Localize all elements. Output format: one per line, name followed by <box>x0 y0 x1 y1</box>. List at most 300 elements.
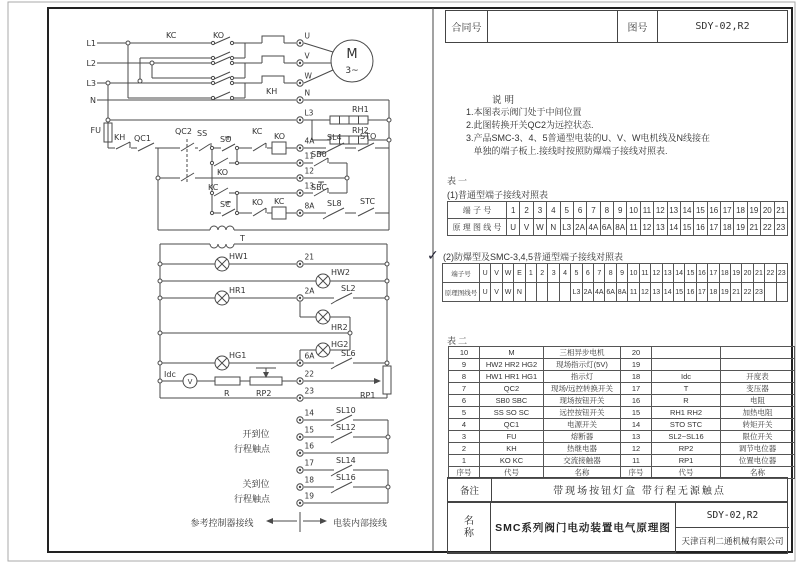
schematic-label: KO <box>213 31 225 40</box>
component-cell: 代号 <box>652 467 721 479</box>
svg-text:23: 23 <box>304 386 315 396</box>
component-cell: 20 <box>621 347 652 359</box>
terminal-no-cell: 17 <box>708 264 719 283</box>
terminal-18 <box>297 476 314 491</box>
schematic-label: SBC <box>311 183 328 192</box>
terminal-no-cell: 18 <box>719 264 730 283</box>
wire-no-cell: 16 <box>694 219 707 236</box>
terminal-no-cell: 1 <box>525 264 536 283</box>
terminal-no-cell: 4 <box>559 264 570 283</box>
terminal-no-cell: 13 <box>662 264 673 283</box>
terminal-no-cell: W <box>502 264 513 283</box>
svg-text:18: 18 <box>304 475 315 485</box>
wire-no-cell: 22 <box>742 283 753 302</box>
component-cell: SL2~SL16 <box>652 431 721 443</box>
schematic-label: KH <box>114 133 126 142</box>
component-cell: KO KC <box>480 455 544 467</box>
row-header-cell: 原理图线号 <box>443 283 480 302</box>
schematic-label: KC <box>208 183 219 192</box>
component-cell: KH <box>480 443 544 455</box>
terminal-16 <box>297 442 314 457</box>
schematic-label: R <box>224 389 230 398</box>
table3-label: 表二 <box>447 336 470 346</box>
drawing-no-label: 图号 <box>618 11 658 42</box>
wire-no-cell: W <box>533 219 546 236</box>
component-cell: 交流接触器 <box>544 455 621 467</box>
component-cell: 现场指示灯(5V) <box>544 359 621 371</box>
wire-no-cell: 16 <box>685 283 696 302</box>
component-cell: 19 <box>621 359 652 371</box>
component-cell <box>652 359 721 371</box>
schematic-label: SL14 <box>336 456 356 465</box>
terminal-no-cell: 11 <box>639 264 650 283</box>
component-cell: 变压器 <box>721 383 795 395</box>
wire-no-cell: V <box>491 283 502 302</box>
wire-no-cell: W <box>502 283 513 302</box>
schematic-label: Idc <box>164 370 176 379</box>
svg-text:W: W <box>304 71 312 81</box>
component-row <box>449 347 795 359</box>
terminal-no-cell: 9 <box>616 264 627 283</box>
svg-text:17: 17 <box>304 458 315 468</box>
svg-text:15: 15 <box>304 425 315 435</box>
wire-no-cell: 2A <box>582 283 593 302</box>
wire-no-cell: L3 <box>571 283 582 302</box>
schematic-label: SL6 <box>341 349 356 358</box>
terminal-no-cell: 14 <box>680 202 693 219</box>
wire-no-cell: 23 <box>753 283 764 302</box>
component-cell: 远控按钮开关 <box>544 407 621 419</box>
schematic-label: SS <box>197 129 208 138</box>
wire-no-cell: 2A <box>573 219 586 236</box>
schematic-label: 行程触点 <box>233 495 271 505</box>
wire-no-cell: 13 <box>654 219 667 236</box>
row-header-cell: 端 子 号 <box>448 202 507 219</box>
contactor-cross-wiring <box>128 43 245 98</box>
component-cell: 1 <box>449 455 480 467</box>
terminal-no-cell: 23 <box>776 264 787 283</box>
wire-no-cell: 14 <box>667 219 680 236</box>
contract-no-label: 合同号 <box>446 11 488 42</box>
schematic-label: HG2 <box>331 340 349 349</box>
schematic-label: KO <box>217 168 229 177</box>
terminal-no-cell: 21 <box>774 202 788 219</box>
motor-letter: M <box>346 47 358 62</box>
component-cell: 转矩开关 <box>721 419 795 431</box>
component-cell: 序号 <box>449 467 480 479</box>
component-cell: 限位开关 <box>721 431 795 443</box>
component-cell: 9 <box>449 359 480 371</box>
schematic-label: 开到位 <box>242 430 270 440</box>
terminal-no-cell: 11 <box>640 202 653 219</box>
terminal-no-cell: 2 <box>520 202 533 219</box>
component-cell: SB0 SBC <box>480 395 544 407</box>
component-list-table <box>448 346 795 479</box>
junction-circles <box>106 41 391 489</box>
component-cell: STO STC <box>652 419 721 431</box>
potentiometer-rp1-symbol <box>383 366 391 394</box>
component-cell: HW1 HR1 HG1 <box>480 371 544 383</box>
terminal-no-cell: 20 <box>761 202 774 219</box>
wire-no-cell: 4A <box>594 283 605 302</box>
component-cell: Idc <box>652 371 721 383</box>
terminal-no-cell: 19 <box>730 264 741 283</box>
component-cell: 电源开关 <box>544 419 621 431</box>
table1-subtitle: (1)普通型端子接线对照表 <box>447 190 549 200</box>
component-cell: 5 <box>449 407 480 419</box>
terminal-no-cell: 10 <box>627 202 640 219</box>
wire-no-cell: 13 <box>651 283 662 302</box>
component-cell: 4 <box>449 419 480 431</box>
component-cell: QC1 <box>480 419 544 431</box>
terminal-12 <box>297 167 314 182</box>
component-cell: 熔断器 <box>544 431 621 443</box>
svg-text:L3: L3 <box>304 108 314 118</box>
component-cell: 6 <box>449 395 480 407</box>
terminal-22 <box>297 370 314 385</box>
schematic-label: RH1 <box>352 105 369 114</box>
terminal-no-cell: 2 <box>537 264 548 283</box>
component-cell: 名称 <box>721 467 795 479</box>
remark-label: 备注 <box>448 478 492 501</box>
row-header-cell: 端子号 <box>443 264 480 283</box>
component-cell: 名称 <box>544 467 621 479</box>
schematic-label: HG1 <box>229 351 247 360</box>
schematic-label: T <box>240 234 245 243</box>
terminal-no-cell: 3 <box>533 202 546 219</box>
component-cell <box>721 347 795 359</box>
terminal-L3 <box>297 109 314 124</box>
terminal-no-cell: 5 <box>571 264 582 283</box>
wire-no-cell <box>548 283 559 302</box>
component-cell: 17 <box>621 383 652 395</box>
terminal-no-cell: 13 <box>667 202 680 219</box>
schematic-label: SB0 <box>311 150 327 159</box>
component-row <box>449 371 795 383</box>
wire-no-cell <box>559 283 570 302</box>
svg-text:21: 21 <box>304 252 315 262</box>
transformer-secondary-coil <box>210 244 234 248</box>
wire-no-cell: N <box>547 219 560 236</box>
wire-no-cell: N <box>514 283 525 302</box>
terminal-V <box>297 52 311 67</box>
schematic-label: RP2 <box>256 389 272 398</box>
component-cell: HW2 HR2 HG2 <box>480 359 544 371</box>
terminal-no-cell: 7 <box>587 202 600 219</box>
component-cell: 12 <box>621 443 652 455</box>
component-row <box>449 359 795 371</box>
schematic-label: KO <box>274 132 286 141</box>
schematic-label: SC <box>220 200 231 209</box>
component-row <box>449 407 795 419</box>
svg-text:N: N <box>304 88 311 98</box>
svg-text:16: 16 <box>304 441 315 451</box>
wire-no-cell: 22 <box>761 219 774 236</box>
terminal-no-cell: 3 <box>548 264 559 283</box>
terminal-17 <box>297 459 314 474</box>
terminal-no-cell: 4 <box>547 202 560 219</box>
terminal-no-cell: 5 <box>560 202 573 219</box>
schematic-label: L2 <box>86 59 96 68</box>
component-row <box>449 383 795 395</box>
terminal-no-cell: 8 <box>605 264 616 283</box>
wire-no-cell: 21 <box>730 283 741 302</box>
svg-text:V: V <box>304 51 310 61</box>
schematic-label: QC1 <box>134 134 151 143</box>
terminal-N <box>297 89 310 104</box>
wire-no-cell: 8A <box>614 219 627 236</box>
title-strip <box>445 10 788 43</box>
component-row <box>449 419 795 431</box>
title-block <box>447 502 788 554</box>
component-cell: 16 <box>621 395 652 407</box>
component-cell: M <box>480 347 544 359</box>
component-cell: 13 <box>621 431 652 443</box>
remark-text: 带现场按钮灯盒 带行程无源触点 <box>553 486 726 497</box>
component-cell: 代号 <box>480 467 544 479</box>
schematic-label: N <box>90 96 96 105</box>
svg-text:11: 11 <box>304 151 315 161</box>
schematic-label: SL16 <box>336 473 356 482</box>
wire-no-cell: 6A <box>605 283 616 302</box>
component-cell <box>652 347 721 359</box>
terminal-no-cell: 16 <box>696 264 707 283</box>
wire-no-cell <box>776 283 787 302</box>
schematic-label: KC <box>252 127 263 136</box>
wire-no-cell: L3 <box>560 219 573 236</box>
schematic-label: HW2 <box>331 268 351 277</box>
wire-no-cell: 19 <box>734 219 747 236</box>
transformer-primary-coil <box>210 226 234 230</box>
lamp-rows <box>158 230 389 398</box>
svg-text:8A: 8A <box>304 201 315 211</box>
terminal-4A <box>297 137 315 152</box>
component-row <box>449 431 795 443</box>
schematic-label: KH <box>266 87 278 96</box>
wire-no-cell: 6A <box>600 219 613 236</box>
component-cell: 现场/远控转换开关 <box>544 383 621 395</box>
component-cell: R <box>652 395 721 407</box>
wire-no-cell <box>525 283 536 302</box>
wire-no-cell: U <box>507 219 520 236</box>
terminal-table-exproof <box>442 263 788 302</box>
component-cell: 3 <box>449 431 480 443</box>
schematic-label: SL2 <box>341 284 356 293</box>
wire-no-cell: 23 <box>774 219 788 236</box>
component-row <box>449 455 795 467</box>
wire-no-cell: 12 <box>640 219 653 236</box>
schematic-label: RP1 <box>360 391 376 400</box>
component-cell: 调节电位器 <box>721 443 795 455</box>
schematic-label: L1 <box>86 39 96 48</box>
resistor-r-symbol <box>215 377 240 385</box>
schematic-label: 参考控制器接线 <box>190 519 254 529</box>
component-cell: QC2 <box>480 383 544 395</box>
checkmark: ✓ <box>427 247 439 263</box>
control-rows <box>158 148 389 230</box>
note-line: 1.本图表示阀门处于中间位置 <box>466 107 582 117</box>
schematic-label: KC <box>166 31 177 40</box>
terminal-no-cell: 1 <box>507 202 520 219</box>
component-cell: 8 <box>449 371 480 383</box>
schematic-labels <box>86 31 387 529</box>
svg-text:13: 13 <box>304 181 315 191</box>
terminal-14 <box>297 409 314 424</box>
company-name: 天津百利二通机械有限公司 <box>681 535 784 546</box>
travel-contact-rows <box>273 420 388 532</box>
terminal-no-cell: 17 <box>721 202 734 219</box>
row-header-cell: 原 理 图 线 号 <box>448 219 507 236</box>
terminal-no-cell: 14 <box>673 264 684 283</box>
terminal-no-cell: 12 <box>654 202 667 219</box>
contract-no-value <box>488 11 618 42</box>
schematic-label: HR2 <box>331 323 348 332</box>
schematic-label: KC <box>274 197 285 206</box>
wire-no-cell: 19 <box>719 283 730 302</box>
svg-text:6A: 6A <box>304 351 315 361</box>
schematic-label: QC2 <box>175 127 192 136</box>
schematic-label: SL8 <box>327 199 342 208</box>
remark-row <box>447 477 788 502</box>
terminal-table-standard <box>447 201 788 236</box>
wire-no-cell: 8A <box>616 283 627 302</box>
terminal-no-cell: E <box>514 264 525 283</box>
heater-and-rails <box>108 83 389 230</box>
potentiometer-rp2-symbol <box>250 377 282 385</box>
svg-text:U: U <box>304 31 310 41</box>
table1-label: 表一 <box>447 176 470 186</box>
component-cell: RH1 RH2 <box>652 407 721 419</box>
component-cell: 位置电位器 <box>721 455 795 467</box>
schematic-label: 行程触点 <box>233 445 271 455</box>
terminal-19 <box>297 492 314 507</box>
wire-no-cell: 11 <box>628 283 639 302</box>
schematic-label: SL10 <box>336 406 356 415</box>
ko-coil-symbol <box>272 142 286 154</box>
wire-no-cell: 18 <box>721 219 734 236</box>
terminal-no-cell: 12 <box>651 264 662 283</box>
terminal-no-cell: 7 <box>594 264 605 283</box>
wire-no-cell: U <box>480 283 491 302</box>
wire-no-cell: 15 <box>680 219 693 236</box>
svg-text:22: 22 <box>304 369 315 379</box>
component-cell: 加热电阻 <box>721 407 795 419</box>
terminal-21 <box>297 253 314 268</box>
terminal-no-cell: 21 <box>753 264 764 283</box>
schematic-label: 电装内部接线 <box>332 519 388 529</box>
wire-no-cell: 21 <box>747 219 760 236</box>
wire-no-cell: V <box>520 219 533 236</box>
terminal-no-cell: 15 <box>694 202 707 219</box>
component-cell: 序号 <box>621 467 652 479</box>
component-cell: 现场按钮开关 <box>544 395 621 407</box>
terminal-no-cell: 6 <box>573 202 586 219</box>
terminal-11 <box>297 152 314 167</box>
terminal-no-cell: 15 <box>685 264 696 283</box>
component-cell: 15 <box>621 407 652 419</box>
name-label: 名称 <box>448 503 491 553</box>
terminal-no-cell: 9 <box>614 202 627 219</box>
note-line: 单独的端子板上.接线时按照防爆端子接线对照表. <box>466 146 668 156</box>
component-cell: 14 <box>621 419 652 431</box>
terminal-2A <box>297 287 315 302</box>
terminal-23 <box>297 387 314 402</box>
terminal-no-cell: 20 <box>742 264 753 283</box>
terminal-no-cell: U <box>480 264 491 283</box>
wire-no-cell: 4A <box>587 219 600 236</box>
component-cell: 电阻 <box>721 395 795 407</box>
component-cell: T <box>652 383 721 395</box>
component-cell: 开度表 <box>721 371 795 383</box>
terminal-no-cell: 18 <box>734 202 747 219</box>
component-cell: RP2 <box>652 443 721 455</box>
wire-no-cell: 15 <box>673 283 684 302</box>
component-cell: 11 <box>621 455 652 467</box>
component-cell <box>721 359 795 371</box>
terminal-no-cell: 6 <box>582 264 593 283</box>
wire-no-cell: 11 <box>627 219 640 236</box>
schematic-label: L3 <box>86 79 96 88</box>
schematic-label: HR1 <box>229 286 246 295</box>
component-row <box>449 443 795 455</box>
drawing-no-value: SDY-02,R2 <box>695 21 750 32</box>
component-cell: 10 <box>449 347 480 359</box>
terminal-no-cell: 10 <box>628 264 639 283</box>
svg-text:2A: 2A <box>304 286 315 296</box>
terminal-no-cell: 16 <box>707 202 720 219</box>
component-cell: SS SO SC <box>480 407 544 419</box>
schematic-label: FU <box>90 126 101 135</box>
terminal-W <box>297 72 313 87</box>
component-row <box>449 395 795 407</box>
wire-no-cell <box>765 283 776 302</box>
component-cell: 7 <box>449 383 480 395</box>
schematic-label: SL12 <box>336 423 356 432</box>
wire-no-cell: 18 <box>708 283 719 302</box>
meter-letter: V <box>187 378 193 386</box>
terminal-no-cell: 8 <box>600 202 613 219</box>
drawing-title: SMC系列阀门电动装置电气原理图 <box>491 503 676 553</box>
terminal-13 <box>297 182 314 197</box>
svg-text:19: 19 <box>304 491 315 501</box>
svg-text:12: 12 <box>304 166 315 176</box>
component-cell: 指示灯 <box>544 371 621 383</box>
schematic-label: STO <box>360 132 377 141</box>
table2-subtitle: (2)防爆型及SMC-3,4,5普通型端子接线对照表 <box>443 252 624 262</box>
component-cell: RP1 <box>652 455 721 467</box>
schematic-label: STC <box>360 197 376 206</box>
component-cell: 热继电器 <box>544 443 621 455</box>
wire-no-cell: 14 <box>662 283 673 302</box>
motor-phase: 3~ <box>345 66 359 76</box>
component-cell: 三相异步电机 <box>544 347 621 359</box>
component-cell: FU <box>480 431 544 443</box>
note-line: 3.产品SMC-3、4、5普通型电装的U、V、W电机线及N线接在 <box>466 133 711 143</box>
wire-no-cell: 12 <box>639 283 650 302</box>
svg-text:4A: 4A <box>304 136 315 146</box>
schematic-label: SO <box>220 135 232 144</box>
wire-no-cell <box>537 283 548 302</box>
titleblock-drawing-no: SDY-02,R2 <box>676 503 789 528</box>
wire-no-cell: 17 <box>707 219 720 236</box>
terminal-8A <box>297 202 315 217</box>
terminal-no-cell: 22 <box>765 264 776 283</box>
wire-no-cell: 17 <box>696 283 707 302</box>
terminal-no-cell: 19 <box>747 202 760 219</box>
component-cell: 18 <box>621 371 652 383</box>
svg-text:14: 14 <box>304 408 315 418</box>
kc-coil-symbol <box>272 207 286 219</box>
